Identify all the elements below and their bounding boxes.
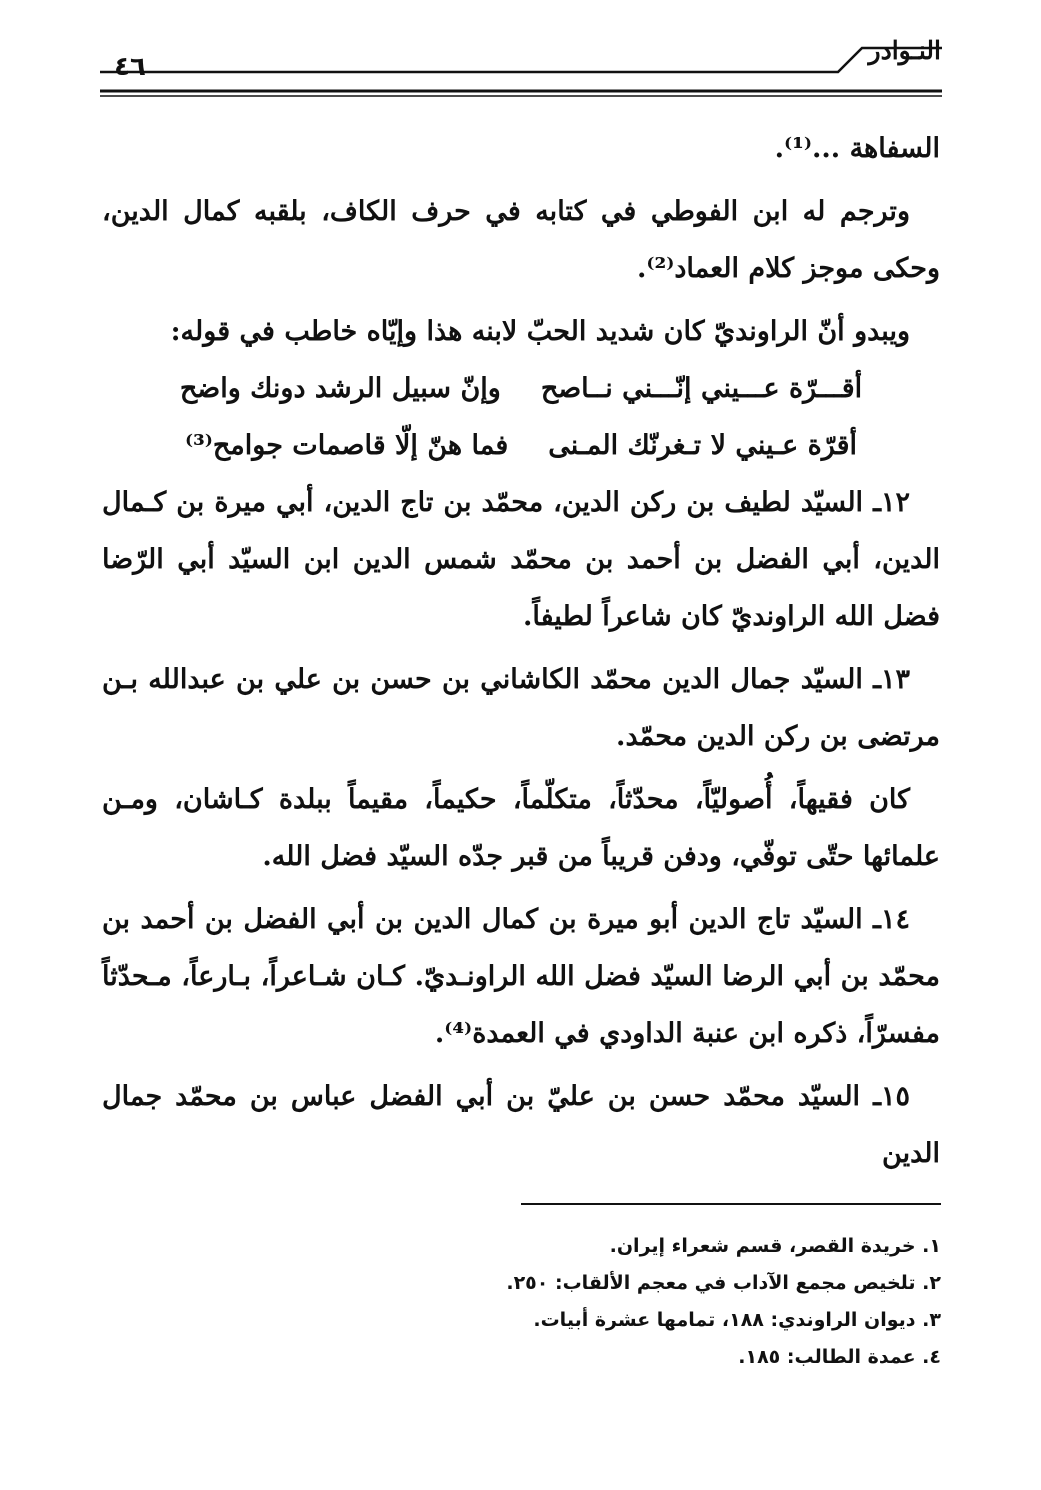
paragraph: ويبدو أنّ الراونديّ كان شديد الحبّ لابنه هذا وإيّاه خاطب في قوله: bbox=[170, 316, 910, 347]
verse-line bbox=[102, 417, 940, 474]
body-text bbox=[102, 120, 940, 1182]
entry-paragraph: ١٣ـ السيّد جمال الدين محمّد الكاشاني بن حسن بن علي بن عبدالله بـن مرتضى بن ركن الدين محمّد. bbox=[102, 664, 940, 752]
paragraph: السفاهة ...⁽¹⁾. bbox=[774, 133, 940, 164]
footnote: ٢. تلخيص مجمع الآداب في معجم الألقاب: ٢٥٠. bbox=[506, 1272, 941, 1294]
page-number: ٤٦ bbox=[114, 52, 146, 82]
entry-paragraph: ١٤ـ السيّد تاج الدين أبو ميرة بن كمال الدين بن أبي الفضل بن أحمد بن محمّد بن أبي الرضا السيّد فضل الله الراونـديّ. كـان شـاعراً، بـارعاً، مـحدّثاً مفسرّاً، ذكره ابن عنبة الداودي في العمدة⁽⁴⁾. bbox=[102, 904, 940, 1049]
footnote: ٤. عمدة الطالب: ١٨٥. bbox=[738, 1346, 941, 1368]
header-rule bbox=[100, 40, 942, 100]
entry-paragraph: كان فقيهاً، أُصوليّاً، محدّثاً، متكلّماً، حكيماً، مقيماً ببلدة كـاشان، ومـن علمائها حتّى توفّي، ودفن قريباً من قبر جدّه السيّد فضل الله. bbox=[102, 784, 940, 872]
entry-paragraph: ١٥ـ السيّد محمّد حسن بن عليّ بن أبي الفضل عباس بن محمّد جمال الدين bbox=[102, 1081, 940, 1169]
running-title: النـوادر bbox=[868, 36, 941, 65]
footnote-rule bbox=[521, 1203, 941, 1205]
verse-hemistich-right: أقـــرّة عـــيني إنّـــني نــاصح bbox=[540, 373, 863, 404]
entry-paragraph: ١٢ـ السيّد لطيف بن ركن الدين، محمّد بن تاج الدين، أبي ميرة بن كـمال الدين، أبي الفضل بن أحمد بن محمّد شمس الدين ابن السيّد أبي الرّضا فضل الله الراونديّ كان شاعراً لطيفاً. bbox=[102, 487, 940, 632]
verse-hemistich-left: فما هنّ إلّا قاصمات جوامح⁽³⁾ bbox=[184, 430, 509, 461]
footnote: ٣. ديوان الراوندي: ١٨٨، تمامها عشرة أبيات. bbox=[533, 1309, 941, 1331]
footnotes bbox=[341, 1228, 941, 1376]
verse-hemistich-left: وإنّ سبيل الرشد دونك واضح bbox=[179, 373, 501, 404]
verse-hemistich-right: أقرّة عـيني لا تـغرنّك المـنى bbox=[548, 430, 858, 461]
verse-line bbox=[102, 360, 940, 417]
footnote: ١. خريدة القصر، قسم شعراء إيران. bbox=[609, 1235, 941, 1257]
paragraph: وترجم له ابن الفوطي في كتابه في حرف الكاف، بلقبه كمال الدين، وحكى موجز كلام العماد⁽²⁾. bbox=[102, 196, 940, 284]
